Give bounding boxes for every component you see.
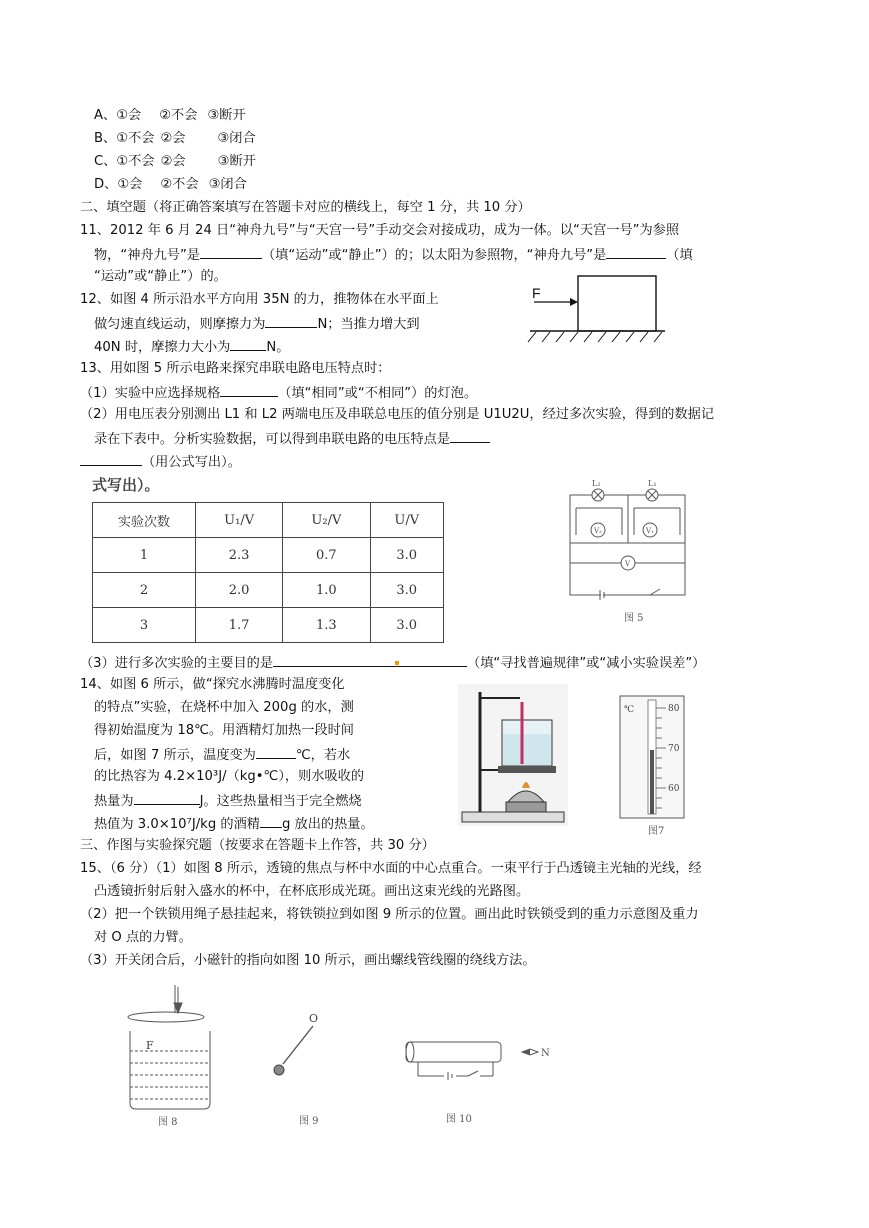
table-row [93,573,444,608]
q15-line-5: （3）开关闭合后，小磁针的指向如图 10 所示，画出螺线管线圈的绕线方法。 [80,953,536,968]
voltmeter-v2-label: V₂ [594,527,602,535]
figure-8-label: 图 8 [158,1117,178,1128]
lamp-l2-label: L₂ [592,479,601,488]
choice-letter: D、 [94,177,118,192]
answer-blank[interactable] [134,790,200,805]
q14-line-2: 的特点”实验，在烧杯中加入 200g 的水，测 [94,700,354,715]
q15-line-4: 对 O 点的力臂。 [94,930,192,945]
choice-part: ①不会 [116,131,155,146]
figure-7-label: 图7 [648,826,665,837]
q13-text: （1）实验中应选择规格 [80,386,221,401]
choice-part: ②不会 [159,108,198,123]
voltage-data-table [92,502,444,643]
answer-blank[interactable] [450,428,490,443]
q14-line-7 [94,813,374,835]
choice-part: ②会 [160,131,186,146]
choice-a [94,106,246,126]
q14-text: ℃，若水 [295,748,351,763]
answer-blank[interactable] [230,336,266,351]
choice-part: ③闭合 [208,177,247,192]
answer-blank[interactable] [220,382,278,397]
q11-text: （填 [666,248,693,263]
voltmeter-v1-label: V₁ [646,527,654,535]
answer-blank[interactable] [265,313,317,328]
table-cell: 2.3 [196,538,283,573]
choice-part: ③闭合 [217,131,256,146]
section-2-heading: 二、填空题（将正确答案填写在答题卡对应的横线上，每空 1 分，共 10 分） [80,200,531,215]
figure-9-lock-pendulum [265,1008,345,1138]
section-3-heading: 三、作图与实验探究题（按要求在答题卡上作答，共 30 分） [80,838,435,853]
table-cell: 3.0 [370,573,444,608]
q14-text: 后，如图 7 所示，温度变为 [94,748,256,763]
table-header: U/V [370,503,444,538]
q12-line-2 [94,313,420,335]
choice-letter: A、 [94,108,117,123]
q13-line-5 [80,451,241,473]
table-cell: 1.7 [196,608,283,643]
q14-text: 热量为 [94,794,134,809]
q15-line-3: （2）把一个铁锁用绳子悬挂起来，将铁锁拉到如图 9 所示的位置。画出此时铁锁受到的重力示意图及重力 [80,907,699,922]
thermometer-tick: 60 [668,784,680,794]
choice-letter: C、 [94,154,117,169]
answer-blank[interactable] [260,813,282,828]
q11-text: （填“运动”或“静止”）的；以太阳为参照物，“神舟九号”是 [261,248,607,263]
q14-text: J。这些热量相当于完全燃烧 [199,794,362,809]
table-cell: 1.0 [283,573,370,608]
q13-text: （用公式写出）。 [142,455,241,470]
figure-9-label: 图 9 [299,1116,319,1127]
answer-blank[interactable] [606,244,666,259]
table-row [93,608,444,643]
figure-4-push-block [520,270,670,350]
pivot-label: O [309,1012,319,1025]
q11-line-1: 11、2012 年 6 月 24 日“神舟九号”与“天宫一号”手动交会对接成功，成为一体。以“天宫一号”为参照 [80,223,680,238]
q13-line-2 [80,382,477,404]
table-cell: 2 [93,573,196,608]
answer-blank[interactable] [256,744,296,759]
q14-line-6 [94,790,362,812]
lamp-l1-label: L₁ [648,479,657,488]
voltmeter-v-label: V [625,560,631,568]
q13-line-4 [94,428,490,450]
figure-8-lens-cup [118,985,228,1135]
table-row [93,538,444,573]
table-cell: 1 [93,538,196,573]
choice-part: ①会 [117,177,143,192]
thermometer-tick: 70 [668,744,680,754]
table-header-row [93,503,444,538]
q12-text: 做匀速直线运动，则摩擦力为 [94,317,266,332]
choice-d [94,175,247,195]
choice-part: ②会 [160,154,186,169]
figure-10-solenoid [398,1030,578,1130]
q14-text: 热值为 3.0×10⁷J/kg 的酒精 [94,817,260,832]
answer-blank[interactable] [80,451,142,466]
figure-7-thermometer [618,690,693,840]
table-header: 实验次数 [93,503,196,538]
q15-line-1: 15、（6 分）（1）如图 8 所示，透镜的焦点与杯中水面的中心点重合。一束平行于凸透镜主光轴的光线，经 [80,861,702,876]
table-cell: 3.0 [370,538,444,573]
q15-line-2: 凸透镜折射后射入盛水的杯中，在杯底形成光斑。画出这束光线的光路图。 [94,884,530,899]
q11-text: 物，“神舟九号”是 [94,248,200,263]
q13-line-3: （2）用电压表分别测出 L1 和 L2 两端电压及串联总电压的值分别是 U1U2U，经过多次实验，得到的数据记 [80,407,715,422]
thermometer-tick: 80 [668,704,680,714]
table-header: U₁/V [196,503,283,538]
table-cell: 3.0 [370,608,444,643]
q11-line-3: “运动”或“静止”）的。 [94,269,227,284]
q11-line-2 [94,244,693,266]
thermometer-unit: ℃ [624,705,635,715]
q13-text: （填“相同”或“不相同”）的灯泡。 [278,386,478,401]
answer-blank[interactable] [273,652,467,667]
figure-5-circuit [560,475,700,625]
q13-line-6 [80,652,705,674]
figure-10-label: 图 10 [446,1114,472,1125]
q13-text: （3）进行多次实验的主要目的是 [80,656,274,671]
choice-part: ③断开 [217,154,256,169]
q12-line-1: 12、如图 4 所示沿水平方向用 35N 的力，推物体在水平面上 [80,292,439,307]
figure-5-label: 图 5 [624,613,644,624]
force-label: F [532,285,541,301]
q14-text: g 放出的热量。 [281,817,374,832]
choice-part: ②不会 [160,177,199,192]
table-cell: 1.3 [283,608,370,643]
q12-text: N；当推力增大到 [317,317,420,332]
scan-caption-fragment: 式写出）。 [92,476,160,494]
q12-text: N。 [266,340,290,355]
q12-line-3 [94,336,289,358]
focus-label: F [146,1039,154,1052]
north-label: N [541,1048,550,1059]
table-header: U₂/V [283,503,370,538]
choice-part: ③断开 [207,108,246,123]
q13-text: （填“寻找普遍规律”或“减小实验误差”） [467,656,706,671]
q12-text: 40N 时，摩擦力大小为 [94,340,231,355]
choice-b [94,129,256,149]
figure-6-boiling-apparatus [458,684,578,826]
q14-line-4 [94,744,350,766]
answer-blank[interactable] [200,244,262,259]
q13-line-1: 13、用如图 5 所示电路来探究串联电路电压特点时： [80,361,391,376]
q13-text: 录在下表中。分析实验数据，可以得到串联电路的电压特点是 [94,432,451,447]
q14-line-3: 得初始温度为 18℃。用酒精灯加热一段时间 [94,723,354,738]
q14-line-1: 14、如图 6 所示，做“探究水沸腾时温度变化 [80,677,345,692]
table-cell: 3 [93,608,196,643]
q14-line-5: 的比热容为 4.2×10³J/（kg•℃），则水吸收的 [94,769,365,784]
choice-part: ①会 [116,108,142,123]
table-cell: 2.0 [196,573,283,608]
choice-part: ①不会 [116,154,155,169]
choice-letter: B、 [94,131,117,146]
choice-c [94,152,256,172]
table-cell: 0.7 [283,538,370,573]
